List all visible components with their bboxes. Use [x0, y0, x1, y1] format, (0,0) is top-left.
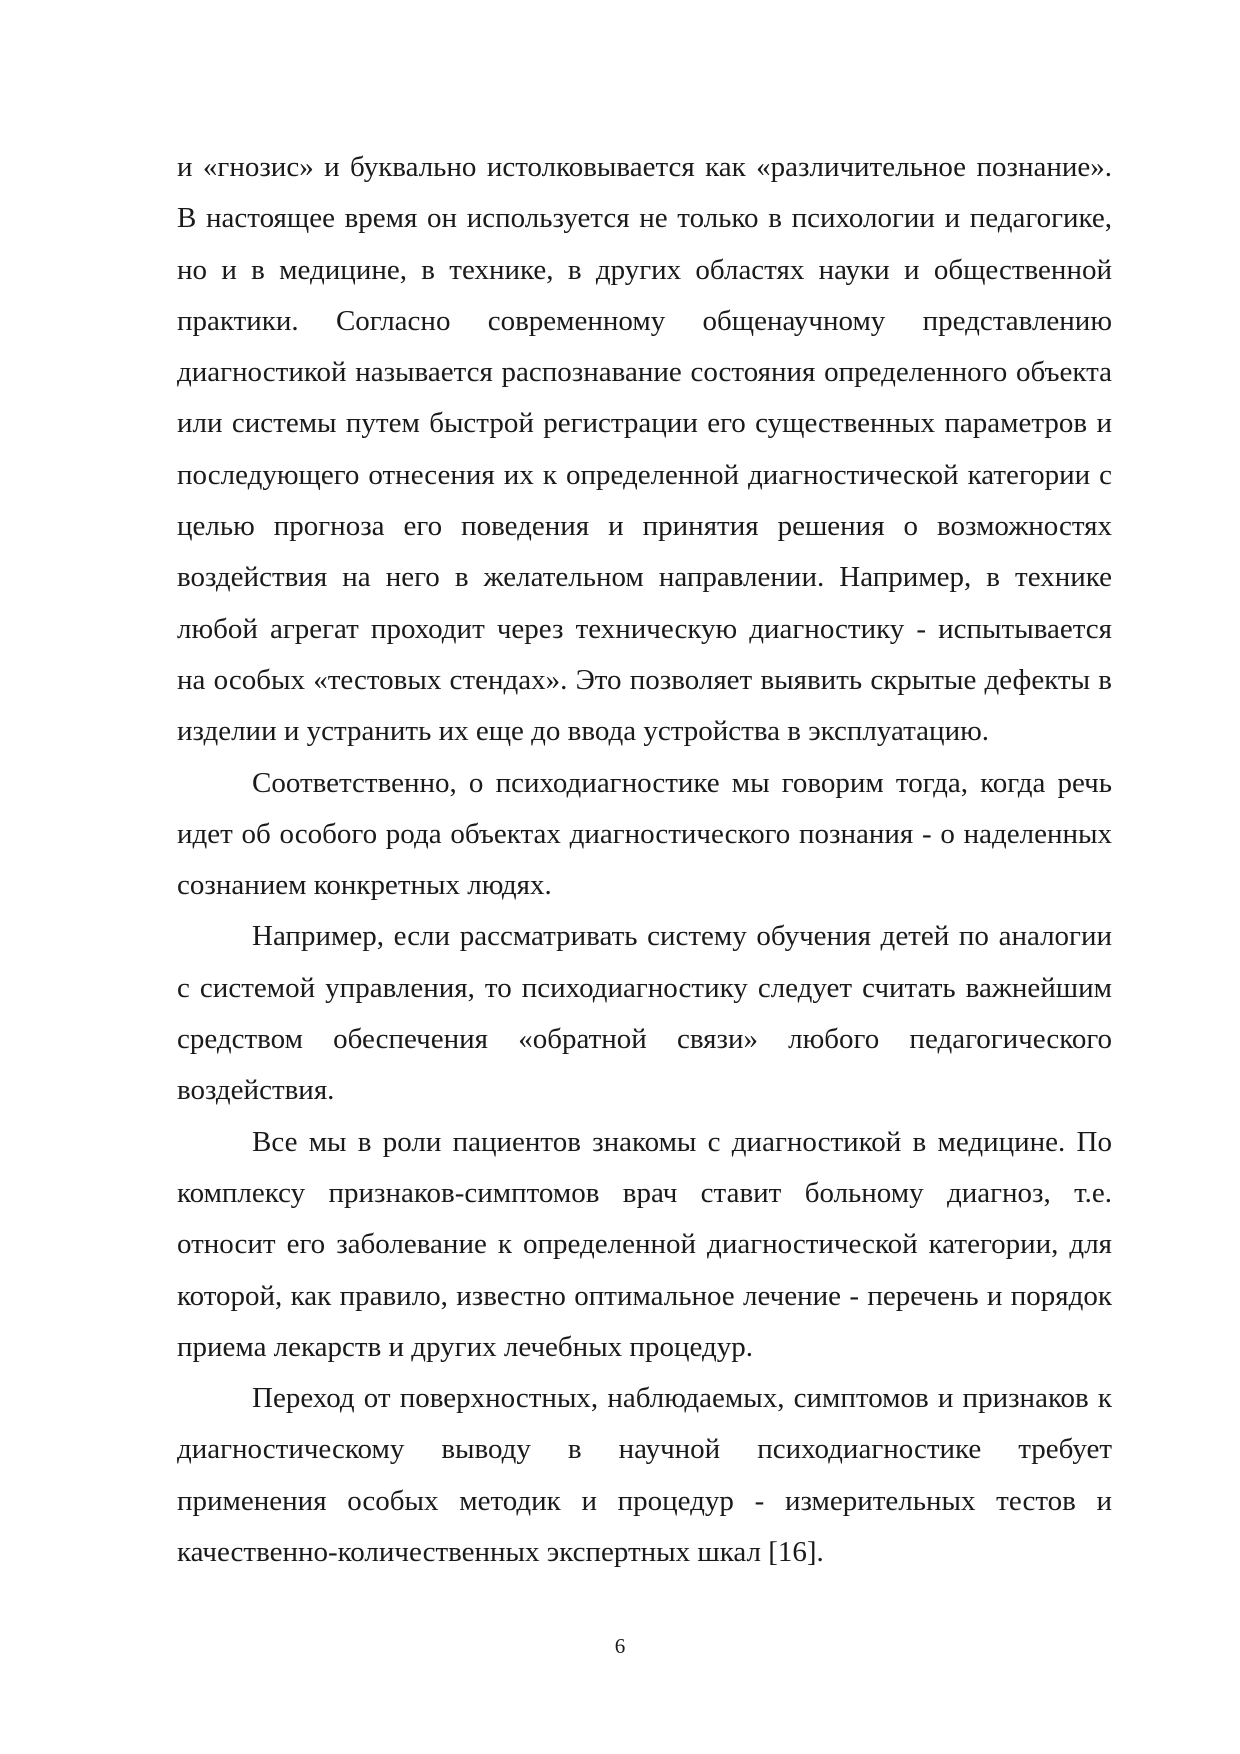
paragraph-feedback: Например, если рассматривать систему обучения детей по аналогии с системой управления, то психодиагностику следует считать важнейшим средством обеспечения «обратной связи» любого педагогического воздействия.: [177, 920, 1112, 1107]
paragraph-psychodiagnostics: Соответственно, о психодиагностике мы говорим тогда, когда речь идет об особого рода объектах диагностического познания - о наделенных сознанием конкретных людях.: [177, 766, 1112, 902]
paragraph-medicine: Все мы в роли пациентов знакомы с диагностикой в медицине. По комплексу признаков-симптомов врач ставит больному диагноз, т.е. относит его заболевание к определенной диагностической категории, для которой, как правило, известно оптимальное лечение - перечень и порядок приема лекарств и других лечебных процедур.: [177, 1125, 1112, 1363]
paragraph-methods: Переход от поверхностных, наблюдаемых, симптомов и признаков к диагностическому выводу в научной психодиагностике требует применения особых методик и процедур - измерительных тестов и качественно-количественных экспертных шкал [16].: [177, 1382, 1112, 1569]
paragraph-continuation: и «гнозис» и буквально истолковывается как «различительное познание». В настоящее время он используется не только в психологии и педагогике, но и в медицине, в технике, в других областях науки и общественной практики. Согласно современному общенаучному представлению диагностикой называется распознавание состояния определенного объекта или системы путем быстрой регистрации его существенных параметров и последующего отнесения их к определенной диагностической категории с целью прогноза его поведения и принятия решения о возможностях воздействия на него в желательном направлении. Например, в технике любой агрегат проходит через техническую диагностику - испытывается на особых «тестовых стендах». Это позволяет выявить скрытые дефекты в изделии и устранить их еще до ввода устройства в эксплуатацию.: [177, 151, 1112, 748]
body-text: [177, 142, 1112, 1578]
page-number: 6: [614, 1634, 626, 1658]
